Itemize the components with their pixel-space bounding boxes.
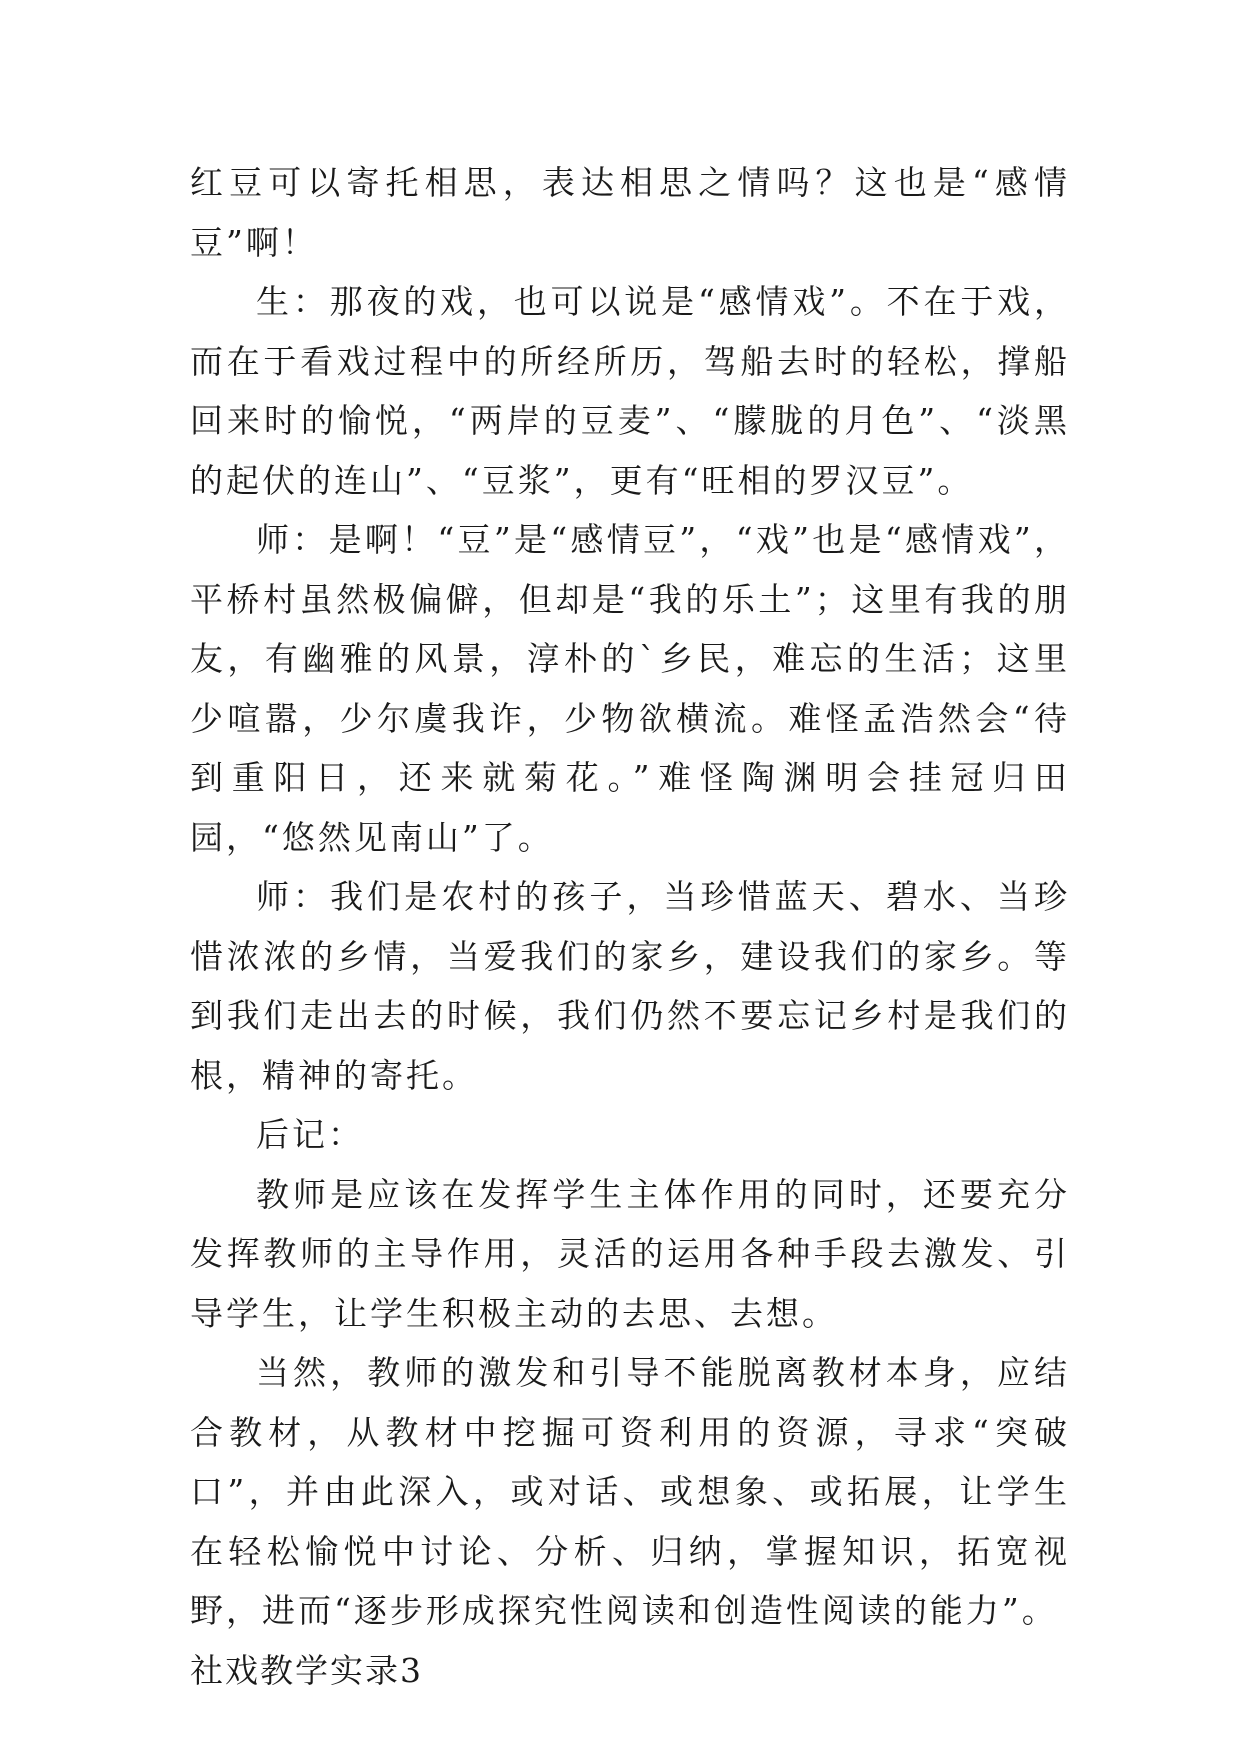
section-heading: 社戏教学实录3 (190, 1650, 423, 1690)
paragraph: 红豆可以寄托相思，表达相思之情吗？这也是“感情豆”啊！ (190, 163, 1070, 262)
document-body (190, 153, 1070, 1700)
paragraph: 师：是啊！“豆”是“感情豆”，“戏”也是“感情戏”，平桥村虽然极偏僻，但却是“我的乐土”；这里有我的朋友，有幽雅的风景，淳朴的`乡民，难忘的生活；这里少喧嚣，少尔虞我诈，少物欲横流。难怪孟浩然会“待到重阳日，还来就菊花。”难怪陶渊明会挂冠归田园，“悠然见南山”了。 (190, 520, 1070, 857)
paragraph: 师：我们是农村的孩子，当珍惜蓝天、碧水、当珍惜浓浓的乡情，当爱我们的家乡，建设我们的家乡。等到我们走出去的时候，我们仍然不要忘记乡村是我们的根，精神的寄托。 (190, 877, 1070, 1095)
paragraph: 当然，教师的激发和引导不能脱离教材本身，应结合教材，从教材中挖掘可资利用的资源，寻求“突破口”，并由此深入，或对话、或想象、或拓展，让学生在轻松愉悦中讨论、分析、归纳，掌握知识，拓宽视野，进而“逐步形成探究性阅读和创造性阅读的能力”。 (190, 1353, 1070, 1630)
paragraph: 生：那夜的戏，也可以说是“感情戏”。不在于戏，而在于看戏过程中的所经所历，驾船去时的轻松，撑船回来时的愉悦，“两岸的豆麦”、“朦胧的月色”、“淡黑的起伏的连山”、“豆浆”，更有“旺相的罗汉豆”。 (190, 282, 1070, 500)
paragraph: 教师是应该在发挥学生主体作用的同时，还要充分发挥教师的主导作用，灵活的运用各种手段去激发、引导学生，让学生积极主动的去思、去想。 (190, 1174, 1070, 1333)
paragraph: 后记： (256, 1115, 364, 1154)
